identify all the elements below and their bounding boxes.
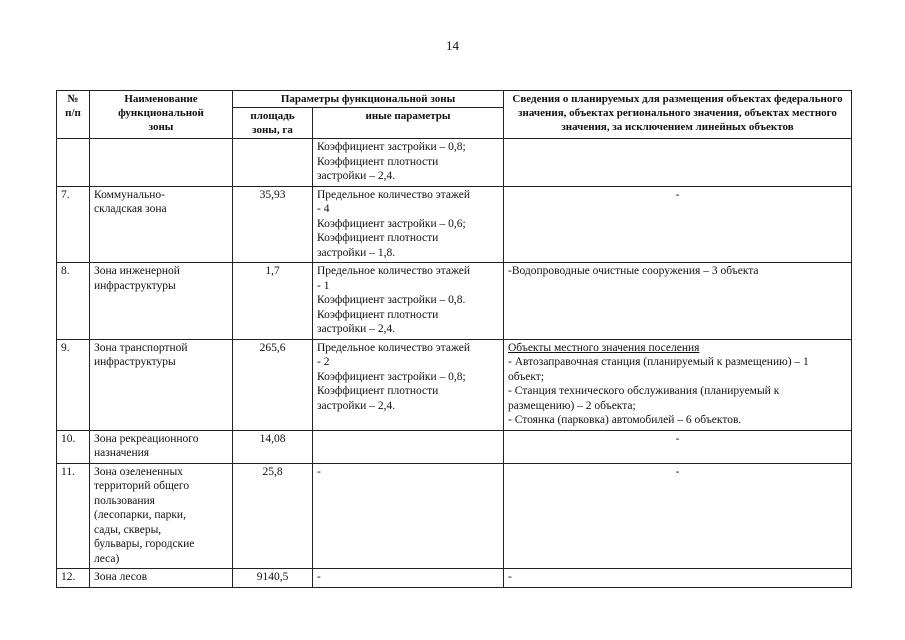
- table-row: [57, 186, 852, 263]
- row-number: 8.: [57, 263, 90, 340]
- table-row: [57, 339, 852, 430]
- row-number: [57, 139, 90, 187]
- row-area: 25,8: [233, 463, 313, 569]
- row-zone-name: [90, 139, 233, 187]
- row-area: 35,93: [233, 186, 313, 263]
- row-zone-name: Зона инженерной инфраструктуры: [90, 263, 233, 340]
- table-row: [57, 139, 852, 187]
- row-zone-name: Зона рекреационного назначения: [90, 430, 233, 463]
- row-other-params: Коэффициент застройки – 0,8; Коэффициент плотности застройки – 2,4.: [313, 139, 504, 187]
- header-area: площадь зоны, га: [233, 108, 313, 139]
- functional-zones-table: [56, 90, 852, 588]
- table-header-row: [57, 91, 852, 108]
- row-other-params: -: [313, 463, 504, 569]
- header-zone-parameters: Параметры функциональной зоны: [233, 91, 504, 108]
- row-area: 14,08: [233, 430, 313, 463]
- row-planned-objects: -: [504, 186, 852, 263]
- row-planned-objects: -: [504, 430, 852, 463]
- row-planned-objects: -: [504, 569, 852, 588]
- row-planned-objects: -: [504, 463, 852, 569]
- planned-object-item: - Станция технического обслуживания (планируемый к размещению) – 2 объекта;: [508, 385, 780, 412]
- planned-object-item: - Стоянка (парковка) автомобилей – 6 объектов.: [508, 414, 742, 426]
- row-area: [233, 139, 313, 187]
- planned-object-item: - Автозаправочная станция (планируемый к размещению) – 1 объект;: [508, 356, 809, 383]
- row-zone-name: Зона транспортной инфраструктуры: [90, 339, 233, 430]
- header-zone-name: Наименование функциональной зоны: [90, 91, 233, 139]
- row-zone-name: Зона лесов: [90, 569, 233, 588]
- row-other-params: -: [313, 569, 504, 588]
- row-other-params: [313, 430, 504, 463]
- planned-objects-heading: Объекты местного значения поселения: [508, 341, 700, 354]
- row-planned-objects: [504, 139, 852, 187]
- row-area: 265,6: [233, 339, 313, 430]
- table-row: [57, 463, 852, 569]
- row-number: 7.: [57, 186, 90, 263]
- table-row: [57, 430, 852, 463]
- row-area: 1,7: [233, 263, 313, 340]
- header-other-parameters: иные параметры: [313, 108, 504, 139]
- row-number: 12.: [57, 569, 90, 588]
- row-zone-name: Коммунально- складская зона: [90, 186, 233, 263]
- row-area: 9140,5: [233, 569, 313, 588]
- row-zone-name: Зона озелененных территорий общего пользования (лесопарки, парки, сады, скверы, бульвары, городские леса): [90, 463, 233, 569]
- row-number: 10.: [57, 430, 90, 463]
- row-other-params: Предельное количество этажей - 4 Коэффициент застройки – 0,6; Коэффициент плотности застройки – 1,8.: [313, 186, 504, 263]
- table-row: [57, 569, 852, 588]
- page-number: 14: [446, 38, 459, 53]
- header-planned-objects: Сведения о планируемых для размещения объектах федерального значения, объектах регионального значения, объектах местного значения, за исключением линейных объектов: [504, 91, 852, 139]
- row-other-params: Предельное количество этажей - 1 Коэффициент застройки – 0,8. Коэффициент плотности застройки – 2,4.: [313, 263, 504, 340]
- row-number: 9.: [57, 339, 90, 430]
- row-number: 11.: [57, 463, 90, 569]
- row-other-params: Предельное количество этажей - 2 Коэффициент застройки – 0,8; Коэффициент плотности застройки – 2,4.: [313, 339, 504, 430]
- header-number: № п/п: [57, 91, 90, 139]
- row-planned-objects: [504, 339, 852, 430]
- table-row: [57, 263, 852, 340]
- row-planned-objects: -Водопроводные очистные сооружения – 3 объекта: [504, 263, 852, 340]
